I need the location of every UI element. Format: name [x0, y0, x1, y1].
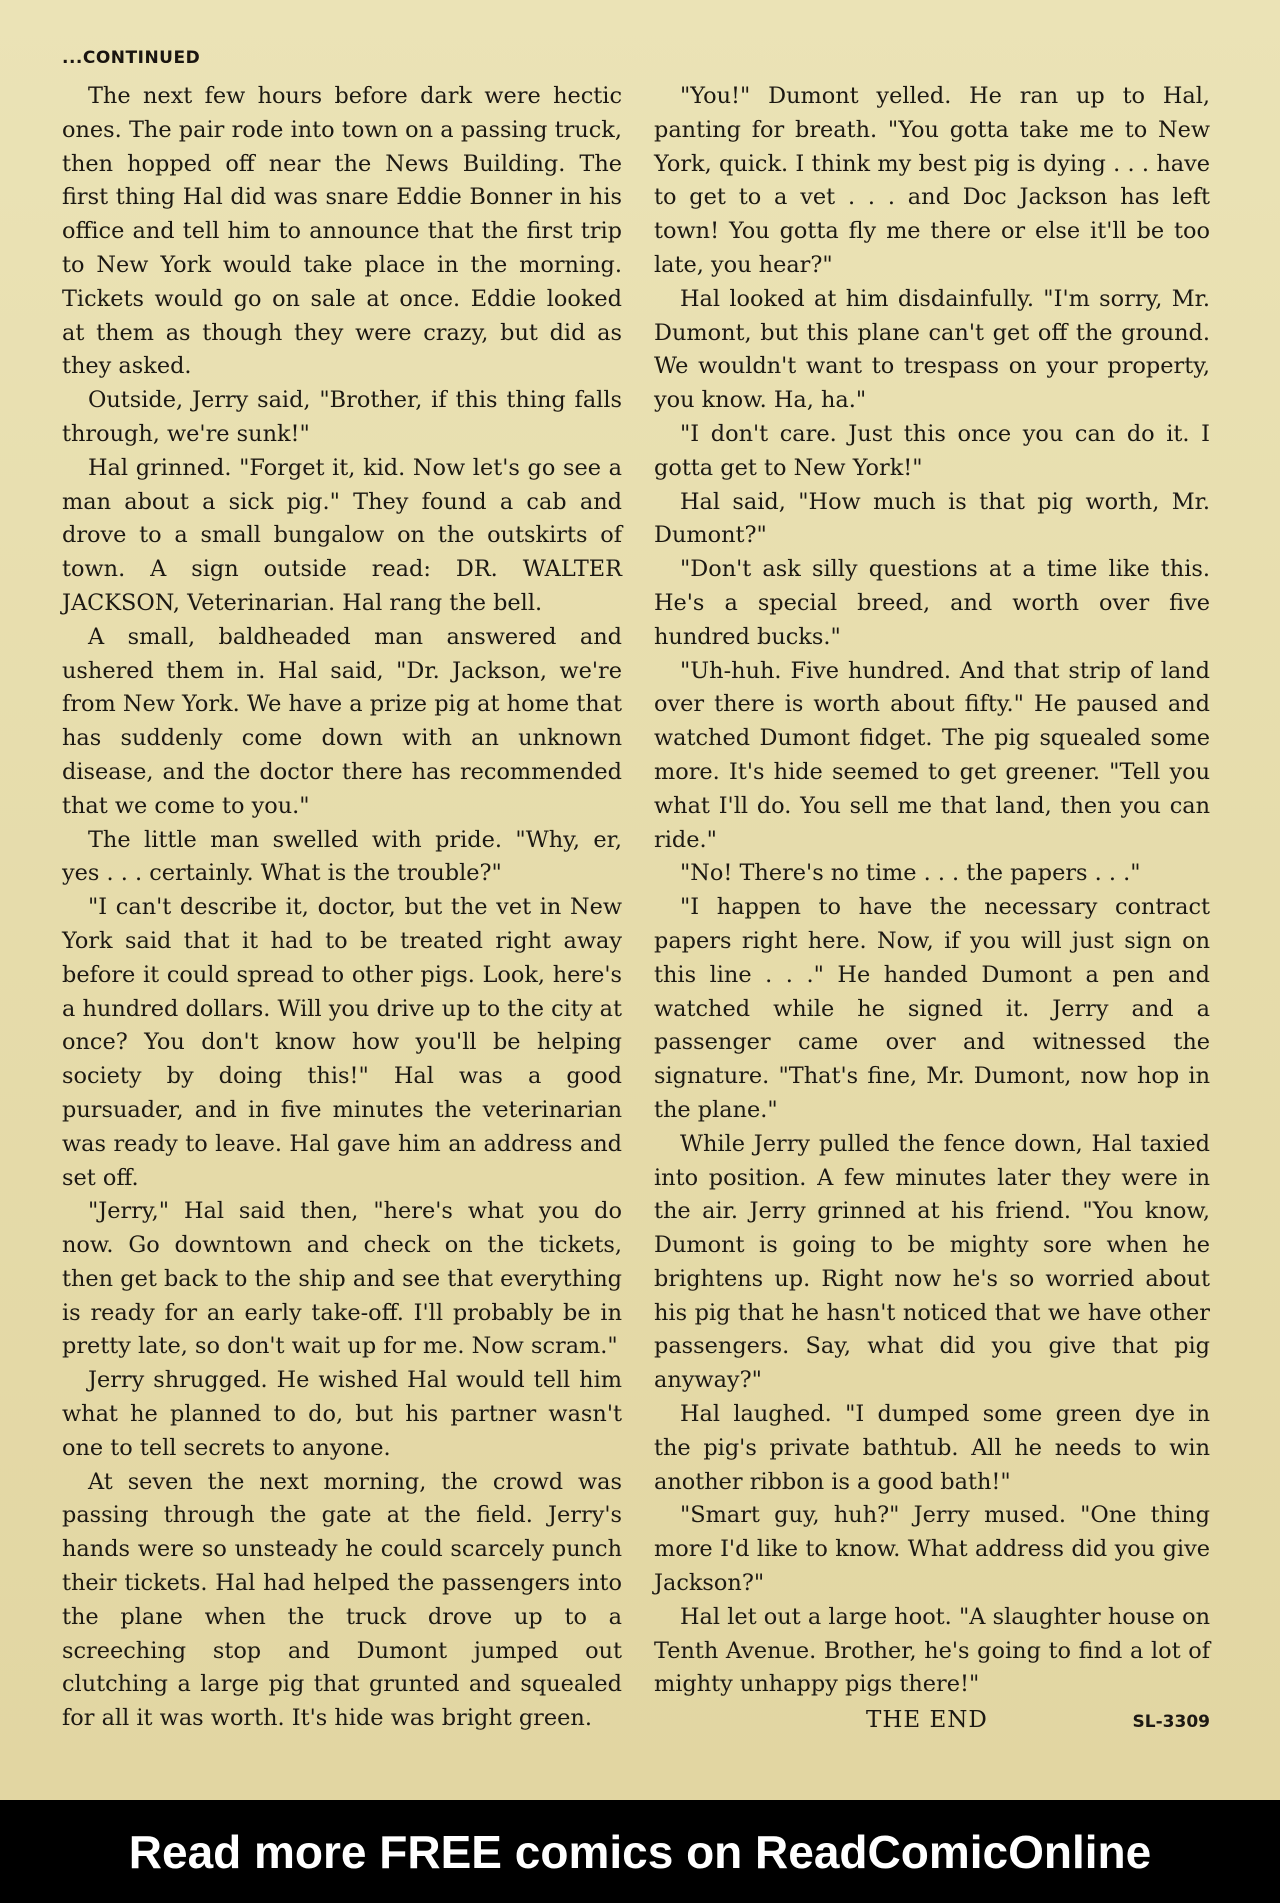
paragraph: Hal said, "How much is that pig worth, Mr. Dumont?": [654, 488, 1210, 549]
paragraph: The next few hours before dark were hectic ones. The pair rode into town on a passing truck, then hopped off near the News Building. The first thing Hal did was snare Eddie Bonner in his office and tell him to announce that the first trip to New York would take place in the morning. Tickets would go on sale at once. Eddie looked at them as though they were crazy, but did as they asked.: [62, 83, 622, 380]
paragraph: "Don't ask silly questions at a time like this. He's a special breed, and worth over five hundred bucks.": [654, 556, 1210, 650]
paragraph: "Smart guy, huh?" Jerry mused. "One thing more I'd like to know. What address did you give Jackson?": [654, 1502, 1210, 1597]
paragraph: Hal let out a large hoot. "A slaughter house on Tenth Avenue. Brother, he's going to find a lot of mighty unhappy pigs there!": [654, 1603, 1210, 1698]
paragraph: "I don't care. Just this once you can do it. I gotta get to New York!": [654, 420, 1210, 481]
end-line: [654, 1704, 1210, 1740]
left-column: [62, 80, 622, 1736]
paragraph: At seven the next morning, the crowd was passing through the gate at the field. Jerry's hands were so unsteady he could scarcely punch their tickets. Hal had helped the passengers into the plane when the truck drove up to a screeching stop and Dumont jumped out clutching a large pig that grunted and squealed for all it was worth. It's hide was bright green.: [62, 1468, 622, 1732]
right-column: [654, 80, 1210, 1740]
paragraph: "Jerry," Hal said then, "here's what you do now. Go downtown and check on the tickets, then get back to the ship and see that everything is ready for an early take-off. I'll probably be in pretty late, so don't wait up for me. Now scram.": [62, 1198, 622, 1360]
promo-banner[interactable]: [0, 1800, 1280, 1903]
promo-banner-text[interactable]: Read more FREE comics on ReadComicOnline: [128, 1825, 1152, 1878]
continued-label: ...CONTINUED: [62, 48, 201, 68]
the-end-label: THE END: [866, 1707, 988, 1734]
paragraph: "You!" Dumont yelled. He ran up to Hal, panting for breath. "You gotta take me to New York, quick. I think my best pig is dying . . . have to get to a vet . . . and Doc Jackson has left town! You gotta fly me there or else it'll be too late, you hear?": [654, 83, 1210, 278]
paragraph: Hal laughed. "I dumped some green dye in the pig's private bathtub. All he needs to win another ribbon is a good bath!": [654, 1401, 1210, 1495]
paragraph: While Jerry pulled the fence down, Hal taxied into position. A few minutes later they were in the air. Jerry grinned at his friend. "You know, Dumont is going to be mighty sore when he brightens up. Right now he's so worried about his pig that he hasn't noticed that we have other passengers. Say, what did you give that pig anyway?": [654, 1130, 1210, 1394]
paragraph: Hal looked at him disdainfully. "I'm sorry, Mr. Dumont, but this plane can't get off the ground. We wouldn't want to trespass on your property, you know. Ha, ha.": [654, 285, 1210, 414]
paragraph: Hal grinned. "Forget it, kid. Now let's go see a man about a sick pig." They found a cab and drove to a small bungalow on the outskirts of town. A sign outside read: DR. WALTER JACKSON, Veterinarian. Hal rang the bell.: [62, 454, 622, 616]
paragraph: "I happen to have the necessary contract papers right here. Now, if you will just sign on this line . . ." He handed Dumont a pen and watched while he signed it. Jerry and a passenger came over and witnessed the signature. "That's fine, Mr. Dumont, now hop in the plane.": [654, 894, 1210, 1123]
paragraph: Jerry shrugged. He wished Hal would tell him what he planned to do, but his partner wasn't one to tell secrets to anyone.: [62, 1367, 622, 1461]
paragraph: "No! There's no time . . . the papers . . .": [680, 860, 1141, 887]
paragraph: "I can't describe it, doctor, but the vet in New York said that it had to be treated right away before it could spread to other pigs. Look, here's a hundred dollars. Will you drive up to the city at once? You don't know how you'll be helping society by doing this!" Hal was a good pursuader, and in five minutes the veterinarian was ready to leave. Hal gave him an address and set off.: [62, 894, 622, 1191]
paragraph: The little man swelled with pride. "Why, er, yes . . . certainly. What is the trouble?": [62, 826, 622, 887]
story-code: SL-3309: [1132, 1712, 1210, 1733]
paragraph: "Uh-huh. Five hundred. And that strip of land over there is worth about fifty." He paused and watched Dumont fidget. The pig squealed some more. It's hide seemed to get greener. "Tell you what I'll do. You sell me that land, then you can ride.": [654, 657, 1210, 853]
paragraph: A small, baldheaded man answered and ushered them in. Hal said, "Dr. Jackson, we're from New York. We have a prize pig at home that has suddenly come down with an unknown disease, and the doctor there has recommended that we come to you.": [62, 623, 622, 819]
paragraph: Outside, Jerry said, "Brother, if this thing falls through, we're sunk!": [62, 387, 622, 447]
